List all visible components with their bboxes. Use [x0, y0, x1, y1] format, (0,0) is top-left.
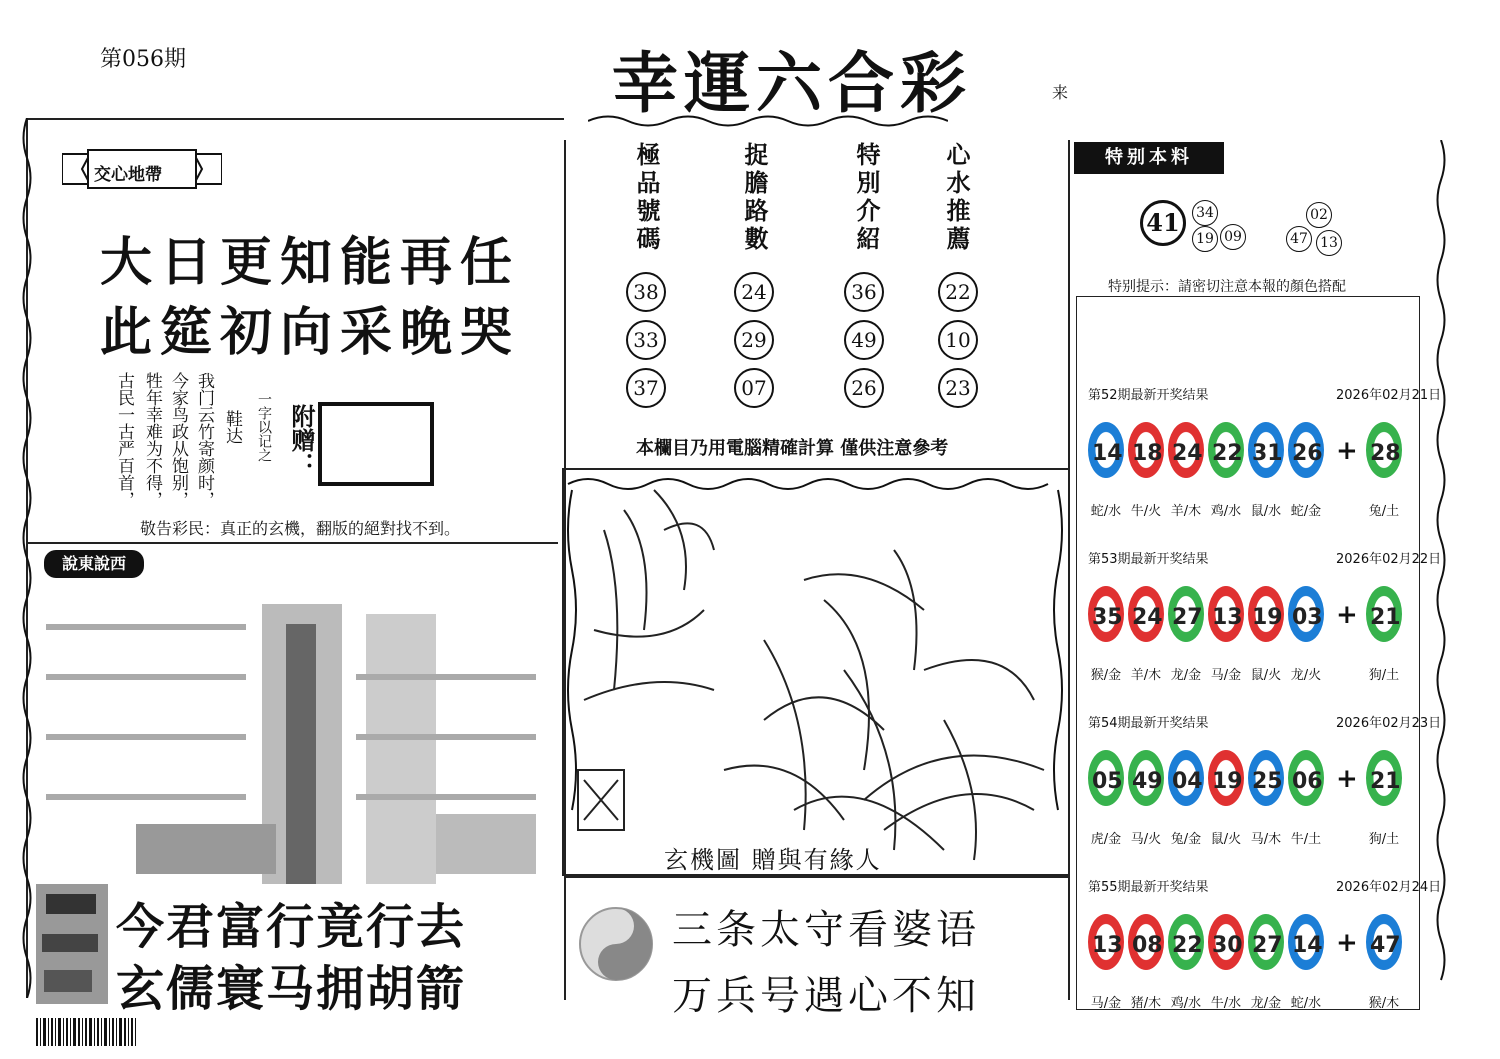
zodiac-label: 兔/土 [1368, 504, 1400, 519]
barcode [36, 1018, 152, 1052]
left-top-border [26, 118, 564, 120]
zodiac-label: 蛇/水 [1090, 504, 1122, 519]
blurred-text-area [36, 584, 552, 884]
result-period: 第54期最新开奖结果 [1088, 716, 1209, 731]
small-circle-number: 13 [1316, 230, 1342, 256]
circle-number: 22 [938, 272, 978, 312]
circle-number: 38 [626, 272, 666, 312]
middle-note: 本欄目乃用電腦精確計算 僅供注意參考 [636, 438, 949, 459]
zodiac-label: 鼠/水 [1250, 504, 1282, 519]
verse-column: 我门云竹寄颜时， [194, 372, 214, 508]
verse-column: 今家鸟政从饱别， [168, 372, 188, 508]
zodiac-label: 羊/木 [1130, 668, 1162, 683]
special-ball: 21 [1366, 750, 1402, 806]
zodiac-label: 蛇/水 [1290, 996, 1322, 1011]
lottery-ball: 13 [1208, 586, 1244, 642]
lottery-ball: 49 [1128, 750, 1164, 806]
lottery-ball: 14 [1288, 914, 1324, 970]
col-head-xinshui: 心水推薦 [942, 142, 971, 254]
circle-number: 33 [626, 320, 666, 360]
lottery-ball: 03 [1288, 586, 1324, 642]
tejia-label: 特别本料 [1074, 142, 1224, 174]
zodiac-label: 狗/土 [1368, 832, 1400, 847]
plus-sign: + [1336, 928, 1358, 958]
zodiac-label: 牛/土 [1290, 832, 1322, 847]
zodiac-label: 狗/土 [1368, 668, 1400, 683]
results-panel [1076, 296, 1420, 1010]
lottery-ball: 24 [1128, 586, 1164, 642]
lottery-ball: 35 [1088, 586, 1124, 642]
verse-column: 古民一古严百首， [114, 372, 134, 508]
zodiac-label: 猴/木 [1368, 996, 1400, 1011]
lottery-ball: 04 [1168, 750, 1204, 806]
right-vine-border [1434, 140, 1448, 1000]
lottery-ball: 05 [1088, 750, 1124, 806]
left-vine-border [20, 118, 34, 998]
small-circle-number: 02 [1306, 202, 1332, 228]
side-column: 一字以记之 [256, 392, 272, 462]
result-date: 2026年02月21日 [1336, 388, 1442, 403]
circle-number: 26 [844, 368, 884, 408]
lottery-ball: 26 [1288, 422, 1324, 478]
issue-number: 第056期 [100, 47, 186, 72]
zodiac-label: 羊/木 [1170, 504, 1202, 519]
title-ornament [588, 112, 948, 130]
result-date: 2026年02月24日 [1336, 880, 1442, 895]
lottery-ball: 13 [1088, 914, 1124, 970]
illustration-caption: 玄機圖 贈與有緣人 [664, 846, 882, 874]
mid-divider [564, 876, 1068, 878]
col-head-zhuodan: 捉膽路數 [740, 142, 769, 254]
page-title: 幸運六合彩 [612, 44, 972, 122]
plus-sign: + [1336, 600, 1358, 630]
lottery-ball: 25 [1248, 750, 1284, 806]
col-head-tebie: 特別介紹 [852, 142, 881, 254]
lottery-ball: 19 [1208, 750, 1244, 806]
result-period: 第52期最新开奖结果 [1088, 388, 1209, 403]
lottery-ball: 08 [1128, 914, 1164, 970]
small-circle-number: 34 [1192, 200, 1218, 226]
shuo-dong-label: 說東說西 [44, 550, 144, 578]
zodiac-label: 鸡/水 [1210, 504, 1242, 519]
zodiac-label: 虎/金 [1090, 832, 1122, 847]
plus-sign: + [1336, 764, 1358, 794]
color-hint: 特别提示：請密切注意本報的顏色搭配 [1108, 279, 1346, 295]
zodiac-label: 马/木 [1250, 832, 1282, 847]
zodiac-label: 鸡/水 [1170, 996, 1202, 1011]
feature-number: 41 [1140, 200, 1186, 246]
mid-poem-line-2: 万兵号遇心不知 [672, 973, 980, 1019]
zodiac-label: 龙/火 [1290, 668, 1322, 683]
yin-yang-icon [576, 904, 656, 984]
plus-sign: + [1336, 436, 1358, 466]
lottery-ball: 06 [1288, 750, 1324, 806]
special-ball: 21 [1366, 586, 1402, 642]
special-ball: 47 [1366, 914, 1402, 970]
left-divider [26, 542, 558, 544]
zodiac-label: 鼠/火 [1210, 832, 1242, 847]
result-date: 2026年02月23日 [1336, 716, 1442, 731]
lottery-ball: 22 [1208, 422, 1244, 478]
zodiac-label: 牛/火 [1130, 504, 1162, 519]
mid-poem-line-1: 三条太守看婆语 [672, 907, 980, 953]
circle-number: 29 [734, 320, 774, 360]
col-head-jipin: 極品號碼 [632, 142, 661, 254]
verse-column: 牲年幸难为不得， [142, 372, 162, 508]
zodiac-label: 牛/水 [1210, 996, 1242, 1011]
ribbon-label: 交心地帶 [94, 165, 162, 185]
zodiac-label: 龙/金 [1250, 996, 1282, 1011]
circle-number: 07 [734, 368, 774, 408]
lottery-ball: 18 [1128, 422, 1164, 478]
bottom-poem-line-2: 玄儒寰马拥胡箭 [116, 961, 467, 1017]
zodiac-label: 兔/金 [1170, 832, 1202, 847]
circle-number: 24 [734, 272, 774, 312]
zodiac-label: 猪/木 [1130, 996, 1162, 1011]
lottery-ball: 27 [1248, 914, 1284, 970]
bottom-poem-line-1: 今君富行竟行去 [116, 899, 467, 955]
lottery-ball: 14 [1088, 422, 1124, 478]
lottery-ball: 31 [1248, 422, 1284, 478]
circle-number: 10 [938, 320, 978, 360]
left-poem-line-2: 此筵初向采晚哭 [100, 303, 521, 363]
small-circle-number: 19 [1192, 226, 1218, 252]
result-date: 2026年02月22日 [1336, 552, 1442, 567]
lottery-ball: 24 [1168, 422, 1204, 478]
title-tail: 来 [1052, 83, 1069, 102]
circle-number: 36 [844, 272, 884, 312]
left-poem-line-1: 大日更知能再任 [100, 233, 521, 293]
zodiac-label: 马/火 [1130, 832, 1162, 847]
zodiac-label: 龙/金 [1170, 668, 1202, 683]
noise-block [36, 884, 108, 1004]
lottery-ball: 22 [1168, 914, 1204, 970]
result-period: 第55期最新开奖结果 [1088, 880, 1209, 895]
left-notice: 敬告彩民：真正的玄機，翻版的絕對找不到。 [140, 519, 461, 538]
lottery-ball: 27 [1168, 586, 1204, 642]
zodiac-label: 马/金 [1090, 996, 1122, 1011]
zodiac-label: 猴/金 [1090, 668, 1122, 683]
small-circle-number: 09 [1220, 224, 1246, 250]
special-ball: 28 [1366, 422, 1402, 478]
fuzeng-label: 附赠： [287, 404, 316, 476]
orchid-illustration [562, 468, 1070, 876]
gift-box [318, 402, 434, 486]
circle-number: 49 [844, 320, 884, 360]
circle-number: 37 [626, 368, 666, 408]
result-period: 第53期最新开奖结果 [1088, 552, 1209, 567]
zodiac-label: 马/金 [1210, 668, 1242, 683]
zodiac-label: 鼠/火 [1250, 668, 1282, 683]
zodiac-label: 蛇/金 [1290, 504, 1322, 519]
side-char: 鞋达 [222, 410, 242, 444]
small-circle-number: 47 [1286, 226, 1312, 252]
lottery-ball: 30 [1208, 914, 1244, 970]
circle-number: 23 [938, 368, 978, 408]
lottery-ball: 19 [1248, 586, 1284, 642]
